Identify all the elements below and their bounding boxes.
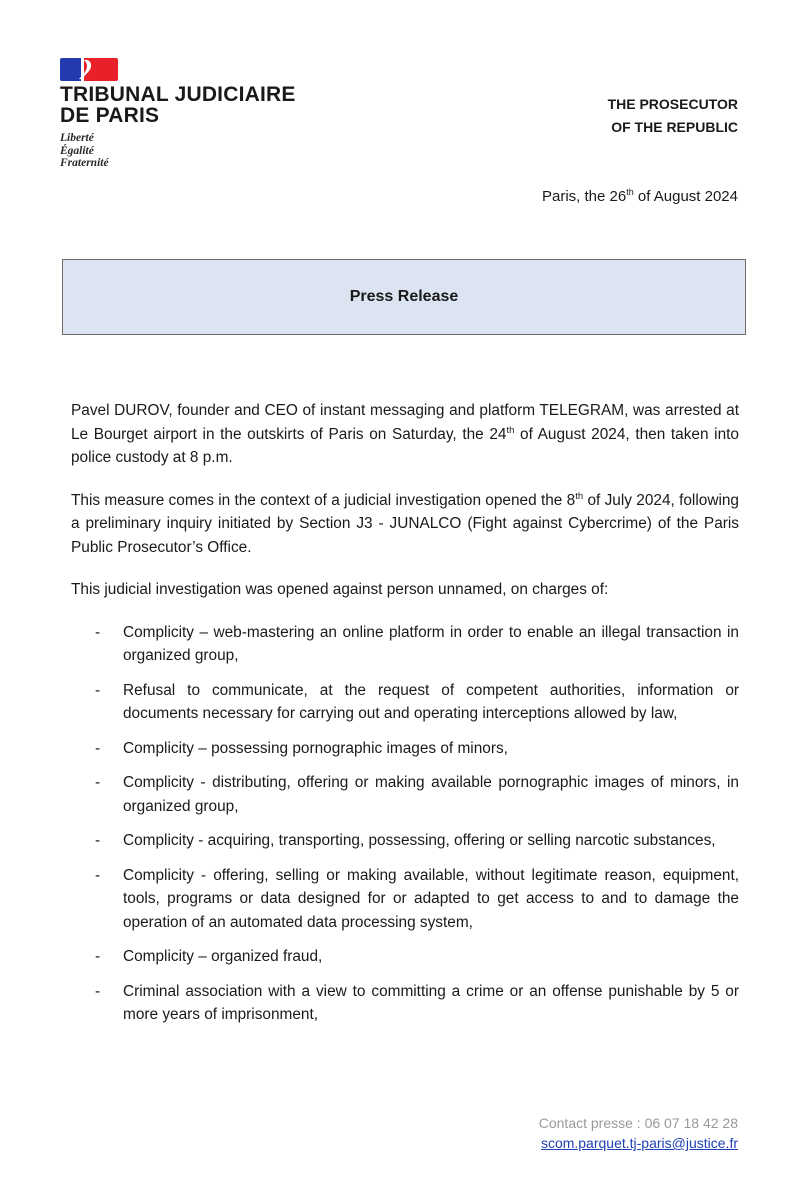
sender-title-line2: OF THE REPUBLIC (611, 119, 738, 135)
press-contact (539, 1113, 738, 1153)
press-release-banner (62, 259, 746, 335)
bullet-dash: - (95, 681, 101, 699)
tribunal-logo (60, 58, 296, 170)
release-body (71, 399, 739, 1038)
bullet-dash: - (95, 982, 101, 1000)
list-item: - Complicity - offering, selling or making available, without legitimate reason, equipment, tools, programs or data designed for or adapted to get access to and to damage the operation of an automated data processing system, (71, 864, 739, 935)
tribunal-name-line1: TRIBUNAL JUDICIAIRE (60, 83, 296, 106)
tribunal-name (60, 84, 296, 126)
list-item: - Refusal to communicate, at the request of competent authorities, information or documents necessary for carrying out and operating interceptions allowed by law, (71, 679, 739, 726)
motto-egalite: Égalité (60, 144, 94, 157)
list-item: - Complicity – web-mastering an online platform in order to enable an illegal transaction in organized group, (71, 621, 739, 668)
press-release-title: Press Release (349, 288, 459, 305)
sender-title (608, 93, 738, 139)
bullet-dash: - (95, 623, 101, 641)
sender-title-line1: THE PROSECUTOR (607, 96, 738, 112)
list-item: - Complicity - acquiring, transporting, possessing, offering or selling narcotic substances, (71, 829, 739, 853)
charges-list (71, 621, 739, 1027)
release-date: Paris, the 26th of August 2024 (542, 187, 738, 205)
paragraph-charges-intro: This judicial investigation was opened against person unnamed, on charges of: (71, 581, 609, 598)
contact-email-link[interactable]: scom.parquet.tj-paris@justice.fr (540, 1135, 738, 1151)
tribunal-name-line2: DE PARIS (60, 104, 160, 127)
marianne-flag-icon (60, 58, 118, 81)
bullet-dash: - (95, 948, 101, 965)
list-item: - Criminal association with a view to committing a crime or an offense punishable by 5 or more years of imprisonment, (71, 980, 739, 1027)
bullet-dash: - (95, 832, 101, 849)
paragraph-arrest: Pavel DUROV, founder and CEO of instant messaging and platform TELEGRAM, was arrested at Le Bourget airport in the outskirts of Paris on Saturday, the 24th of August 2024, then taken into police custody at 8 p.m. (71, 402, 739, 466)
bullet-dash: - (95, 739, 101, 757)
list-item: - Complicity – possessing pornographic images of minors, (71, 737, 739, 761)
list-item: - Complicity – organized fraud, (71, 945, 739, 969)
motto-liberte: Liberté (60, 132, 94, 144)
republic-motto (60, 132, 296, 170)
paragraph-investigation-context: This measure comes in the context of a judicial investigation opened the 8th of July 2024, following a preliminary inquiry initiated by Section J3 - JUNALCO (Fight against Cybercrime) of the Paris Public Prosecutor’s Office. (71, 490, 739, 556)
bullet-dash: - (95, 866, 101, 884)
motto-fraternite: Fraternité (60, 157, 109, 169)
list-item: - Complicity - distributing, offering or making available pornographic images of minors, in organized group, (71, 771, 739, 818)
bullet-dash: - (95, 774, 101, 791)
contact-phone: Contact presse : 06 07 18 42 28 (538, 1115, 738, 1131)
